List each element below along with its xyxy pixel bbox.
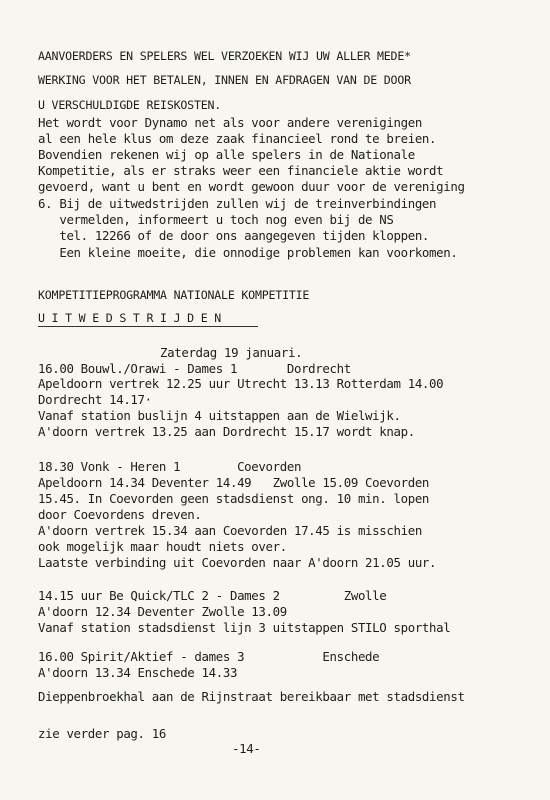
intro-line: Kompetitie, als er straks weer een financiele aktie wordt: [38, 163, 444, 178]
intro-caps-line: WERKING VOOR HET BETALEN, INNEN EN AFDRAGEN VAN DE DOOR: [38, 73, 411, 87]
schedule-line: Apeldoorn 14.34 Deventer 14.49 Zwolle 15.09 Coevorden: [38, 475, 430, 490]
schedule-line: 15.45. In Coevorden geen stadsdienst ong. 10 min. lopen: [38, 491, 430, 506]
intro-line: Bovendien rekenen wij op alle spelers in de Nationale: [38, 147, 415, 162]
schedule-line: Dieppenbroekhal aan de Rijnstraat bereikbaar met stadsdienst: [38, 689, 465, 704]
schedule-line: 14.15 uur Be Quick/TLC 2 - Dames 2 Zwolle: [38, 588, 387, 603]
intro-line: vermelden, informeert u toch nog even bij de NS: [38, 212, 394, 227]
intro-caps-line: U VERSCHULDIGDE REISKOSTEN.: [38, 98, 222, 112]
schedule-line: 18.30 Vonk - Heren 1 Coevorden: [38, 459, 302, 474]
schedule-line: ook mogelijk maar houdt niets over.: [38, 539, 287, 554]
program-subheading: U I T W E D S T R I J D E N: [38, 311, 222, 325]
schedule-line: A'doorn 13.34 Enschede 14.33: [38, 665, 238, 680]
continued-note: zie verder pag. 16: [38, 726, 166, 741]
program-heading: KOMPETITIEPROGRAMMA NATIONALE KOMPETITIE: [38, 288, 310, 302]
schedule-line: Vanaf station buslijn 4 uitstappen aan de Wielwijk.: [38, 408, 401, 423]
schedule-line: door Coevordens dreven.: [38, 507, 202, 522]
intro-line: Een kleine moeite, die onnodige problemen kan voorkomen.: [38, 245, 458, 260]
intro-caps-line: AANVOERDERS EN SPELERS WEL VERZOEKEN WIJ UW ALLER MEDE*: [38, 49, 411, 63]
schedule-line: Laatste verbinding uit Coevorden naar A'doorn 21.05 uur.: [38, 555, 437, 570]
intro-line: al een hele klus om deze zaak financieel rond te breien.: [38, 131, 437, 146]
page-number: -14-: [232, 741, 261, 756]
schedule-line: A'doorn vertrek 15.34 aan Coevorden 17.45 is misschien: [38, 523, 422, 538]
intro-line: tel. 12266 of de door ons aangegeven tijden kloppen.: [38, 228, 430, 243]
intro-line: Het wordt voor Dynamo net als voor andere verenigingen: [38, 115, 422, 130]
schedule-line: A'doorn vertrek 13.25 aan Dordrecht 15.17 wordt knap.: [38, 424, 415, 439]
match-date: Zaterdag 19 januari.: [160, 345, 303, 360]
schedule-line: 16.00 Spirit/Aktief - dames 3 Enschede: [38, 649, 380, 664]
schedule-line: Vanaf station stadsdienst lijn 3 uitstappen STILO sporthal: [38, 620, 451, 635]
intro-line: gevoerd, want u bent en wordt gewoon duur voor de vereniging: [38, 179, 465, 194]
intro-line: 6. Bij de uitwedstrijden zullen wij de treinverbindingen: [38, 196, 437, 211]
schedule-line: Dordrecht 14.17·: [38, 392, 152, 407]
subheading-underline: [38, 326, 258, 327]
schedule-line: A'doorn 12.34 Deventer Zwolle 13.09: [38, 604, 287, 619]
schedule-line: Apeldoorn vertrek 12.25 uur Utrecht 13.13 Rotterdam 14.00: [38, 376, 444, 391]
schedule-line: 16.00 Bouwl./Orawi - Dames 1 Dordrecht: [38, 361, 351, 376]
